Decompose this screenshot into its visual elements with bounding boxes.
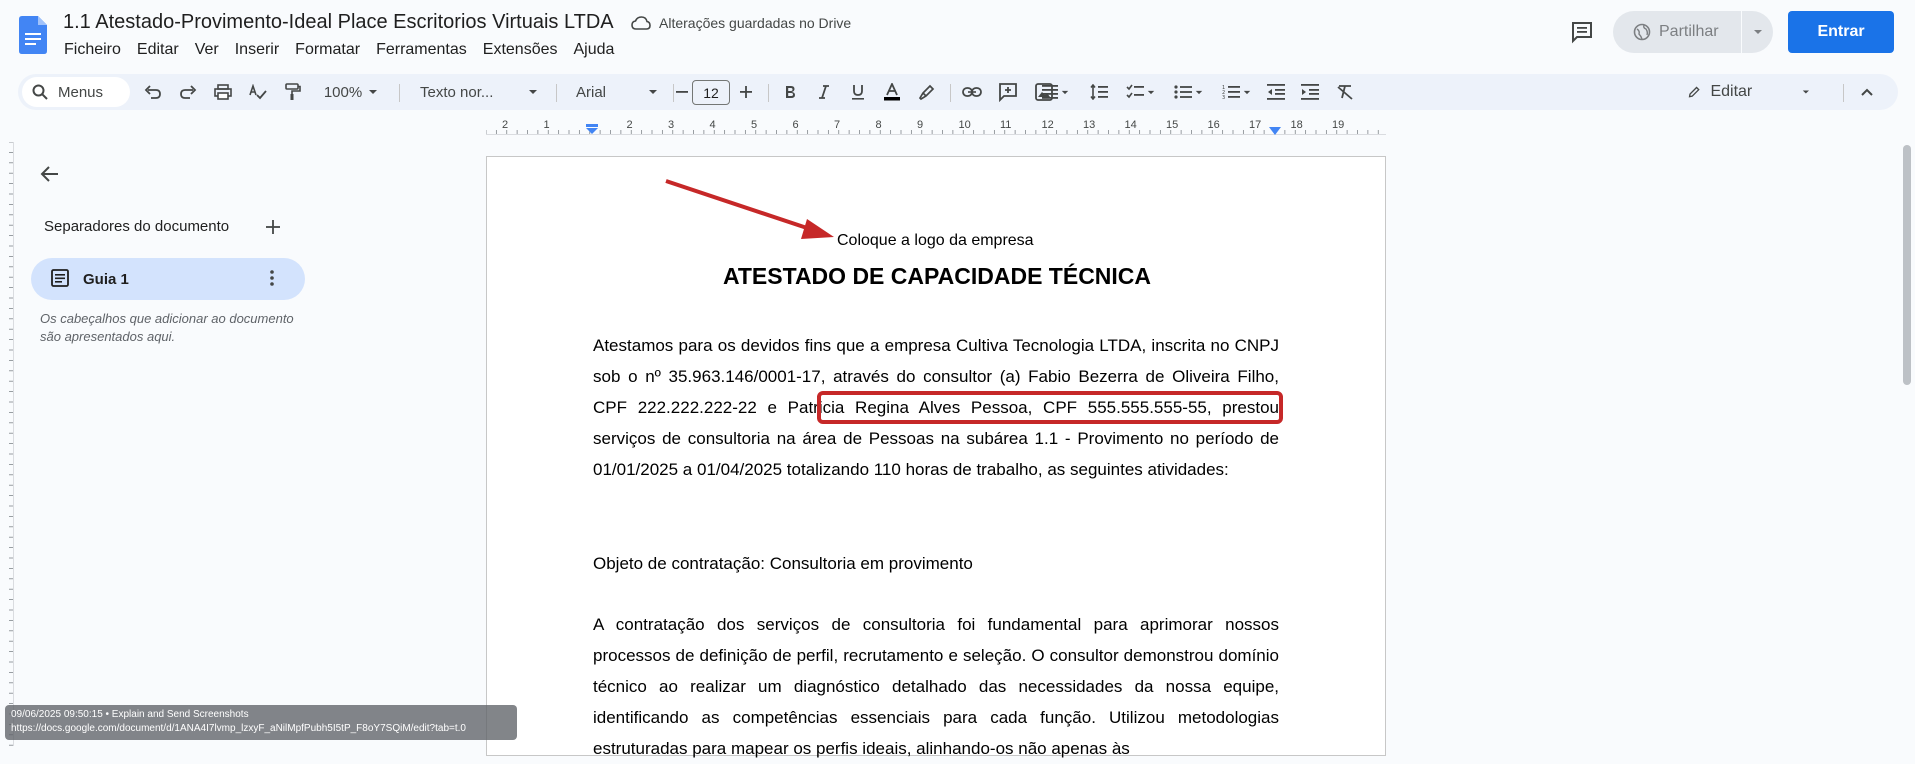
spellcheck-button[interactable] bbox=[245, 74, 271, 110]
bold-button[interactable] bbox=[776, 74, 804, 110]
text-color-button[interactable] bbox=[878, 74, 906, 110]
ruler-label: 7 bbox=[834, 119, 841, 131]
link-icon bbox=[962, 86, 982, 98]
ruler-label: 17 bbox=[1249, 119, 1262, 131]
checklist-select[interactable] bbox=[1120, 74, 1160, 110]
search-menus-button[interactable] bbox=[22, 77, 130, 107]
menu-bar bbox=[56, 39, 622, 61]
numbered-list-select[interactable] bbox=[1216, 74, 1256, 110]
print-icon bbox=[214, 84, 232, 100]
menu-insert[interactable]: Inserir bbox=[234, 41, 280, 58]
undo-icon bbox=[144, 84, 162, 100]
minus-icon bbox=[676, 86, 688, 98]
ruler-label: 4 bbox=[709, 119, 716, 131]
overlay-url: https://docs.google.com/document/d/1ANA4I7lvmp_lzxyF_aNilMpfPubh5I5tP_F8oY7SQiM/edit?tab=t.0 bbox=[11, 723, 466, 734]
highlighter-icon bbox=[917, 83, 935, 101]
add-comment-icon bbox=[998, 82, 1018, 102]
chevron-up-icon bbox=[1861, 88, 1873, 96]
document-tab-icon bbox=[51, 269, 69, 287]
italic-icon bbox=[818, 85, 830, 99]
share-options-arrow[interactable] bbox=[1742, 29, 1773, 35]
clear-formatting-icon bbox=[1336, 84, 1354, 100]
italic-button[interactable] bbox=[810, 74, 838, 110]
ruler-label: 15 bbox=[1166, 119, 1179, 131]
ruler-label: 18 bbox=[1290, 119, 1303, 131]
paragraph-object[interactable]: Objeto de contratação: Consultoria em provimento bbox=[593, 554, 973, 573]
underline-button[interactable] bbox=[844, 74, 872, 110]
paint-format-button[interactable] bbox=[280, 74, 306, 110]
paint-format-icon bbox=[285, 83, 301, 101]
ruler-label: 3 bbox=[668, 119, 675, 131]
plus-icon bbox=[266, 220, 280, 234]
underline-icon bbox=[851, 84, 865, 100]
svg-text:3: 3 bbox=[1221, 95, 1225, 100]
save-status[interactable] bbox=[631, 15, 851, 31]
bulleted-list-icon bbox=[1174, 85, 1192, 99]
caret-down-icon bbox=[1195, 90, 1203, 95]
caret-down-icon bbox=[1061, 90, 1069, 95]
zoom-value: 100% bbox=[323, 83, 363, 101]
top-bar bbox=[0, 0, 1915, 66]
redo-icon bbox=[179, 84, 197, 100]
save-status-label: Alterações guardadas no Drive bbox=[659, 15, 852, 31]
caret-down-icon bbox=[648, 89, 658, 95]
caret-down-icon bbox=[1753, 29, 1763, 35]
add-tab-button[interactable] bbox=[266, 214, 280, 240]
bulleted-list-select[interactable] bbox=[1168, 74, 1208, 110]
toolbar-divider bbox=[1843, 84, 1844, 102]
editing-mode-label: Editar bbox=[1710, 83, 1753, 100]
search-icon bbox=[32, 84, 48, 100]
caret-down-icon bbox=[368, 89, 378, 95]
menu-help[interactable]: Ajuda bbox=[573, 41, 615, 58]
ruler-label: 12 bbox=[1041, 119, 1054, 131]
ruler-label: 11 bbox=[1000, 119, 1012, 131]
clear-formatting-button[interactable] bbox=[1331, 74, 1359, 110]
undo-button[interactable] bbox=[140, 74, 166, 110]
redo-button[interactable] bbox=[175, 74, 201, 110]
style-select[interactable] bbox=[410, 74, 548, 110]
font-size-input[interactable]: 12 bbox=[692, 80, 730, 105]
comments-button[interactable] bbox=[1567, 17, 1597, 47]
increase-indent-button[interactable] bbox=[1296, 74, 1324, 110]
formatting-toolbar bbox=[18, 74, 1898, 110]
globe-icon bbox=[1633, 23, 1651, 41]
text-color-icon bbox=[883, 83, 901, 101]
ruler-label: 5 bbox=[751, 119, 758, 131]
line-spacing-icon bbox=[1090, 84, 1108, 100]
overlay-timestamp: 09/06/2025 09:50:15 • Explain and Send Screenshots bbox=[11, 709, 249, 720]
align-justify-icon bbox=[1042, 85, 1058, 99]
caret-down-icon bbox=[1243, 90, 1251, 95]
zoom-select[interactable] bbox=[316, 74, 386, 110]
logo-placeholder-note[interactable]: Coloque a logo da empresa bbox=[837, 232, 1034, 249]
screenshot-info-overlay bbox=[5, 705, 517, 740]
more-vertical-icon[interactable] bbox=[269, 268, 275, 288]
ruler-label: 13 bbox=[1083, 119, 1096, 131]
ruler-label: 6 bbox=[792, 119, 799, 131]
pencil-icon bbox=[1688, 84, 1700, 100]
add-comment-button[interactable] bbox=[994, 74, 1022, 110]
checklist-icon bbox=[1126, 84, 1144, 100]
search-menus-label: Menus bbox=[58, 83, 104, 101]
spellcheck-icon bbox=[249, 84, 267, 100]
numbered-list-icon bbox=[1222, 84, 1240, 100]
menu-tools[interactable]: Ferramentas bbox=[376, 41, 467, 58]
toolbar-divider bbox=[399, 84, 400, 102]
paragraph-description[interactable]: A contratação dos serviços de consultoria foi fundamental para aprimorar nossos processos de definição de perfil, recrutamento e seleção. O consultor demonstrou domínio técnico ao realizar um diagnóstico detalhado das necessidades da nossa equipe, identificando as competências essenciais para cada função. Utilizou metodologias estruturadas para mapear os perfis ideais, alinhando-os não apenas às bbox=[593, 615, 1279, 758]
bold-icon bbox=[784, 85, 796, 99]
ruler-label: 1 bbox=[543, 119, 550, 131]
annotation-highlight-box bbox=[817, 391, 1283, 424]
comment-icon bbox=[1570, 20, 1594, 44]
ruler-label: 9 bbox=[917, 119, 924, 131]
back-arrow-icon[interactable] bbox=[38, 162, 62, 186]
left-indent-marker-icon[interactable] bbox=[585, 124, 599, 134]
horizontal-ruler[interactable] bbox=[486, 116, 1386, 138]
menu-edit[interactable]: Editar bbox=[136, 41, 179, 58]
document-page[interactable] bbox=[486, 156, 1386, 756]
font-value: Arial bbox=[576, 83, 607, 101]
line-spacing-button[interactable] bbox=[1085, 74, 1113, 110]
ruler-label: 8 bbox=[875, 119, 882, 131]
docs-logo-icon[interactable] bbox=[19, 16, 47, 54]
collapse-menus-button[interactable] bbox=[1852, 74, 1882, 110]
svg-text:2: 2 bbox=[1221, 90, 1225, 96]
right-indent-marker-icon[interactable] bbox=[1268, 127, 1282, 135]
tabs-empty-hint: Os cabeçalhos que adicionar ao documento são apresentados aqui. bbox=[40, 311, 294, 344]
print-button[interactable] bbox=[210, 74, 236, 110]
document-tabs-sidebar bbox=[0, 142, 320, 746]
align-select[interactable] bbox=[1036, 74, 1074, 110]
ruler-label: 2 bbox=[502, 119, 509, 131]
decrease-font-size-button[interactable] bbox=[672, 74, 692, 110]
svg-text:1: 1 bbox=[1221, 85, 1225, 91]
increase-font-size-button[interactable] bbox=[734, 74, 758, 110]
increase-indent-icon bbox=[1301, 84, 1319, 100]
share-button[interactable] bbox=[1613, 11, 1773, 53]
document-heading[interactable]: ATESTADO DE CAPACIDADE TÉCNICA bbox=[722, 263, 1152, 289]
insert-link-button[interactable] bbox=[958, 74, 986, 110]
caret-down-icon bbox=[1802, 89, 1810, 95]
toolbar-divider bbox=[950, 84, 951, 102]
decrease-indent-button[interactable] bbox=[1262, 74, 1290, 110]
tab-guia-1[interactable] bbox=[31, 258, 305, 300]
caret-down-icon bbox=[528, 89, 538, 95]
login-button[interactable]: Entrar bbox=[1788, 11, 1894, 53]
tabs-heading: Separadores do documento bbox=[44, 218, 230, 235]
paragraph-attestation[interactable]: Atestamos para os devidos fins que a empresa Cultiva Tecnologia LTDA, inscrita no CNPJ sob o nº 35.963.146/0001-17, através do consultor (a) Fabio Bezerra de Oliveira Filho, CPF 222.222.222-22 e Patricia Regina Alves Pessoa, CPF 555.555.555-55, prestou serviços de consultoria na área de Pessoas na subárea 1.1 - Provimento no período de 01/01/2025 a 01/04/2025 totalizando 110 horas de trabalho, as seguintes atividades: bbox=[593, 336, 1279, 479]
annotation-arrow-icon bbox=[662, 177, 842, 247]
ruler-label: 16 bbox=[1207, 119, 1220, 131]
ruler-label: 2 bbox=[626, 119, 633, 131]
decrease-indent-icon bbox=[1267, 84, 1285, 100]
editing-mode-select[interactable] bbox=[1666, 74, 1810, 110]
ruler-label: 10 bbox=[958, 119, 971, 131]
style-value: Texto nor... bbox=[420, 83, 494, 101]
caret-down-icon bbox=[1147, 90, 1155, 95]
ruler-label: 14 bbox=[1124, 119, 1137, 131]
highlight-color-button[interactable] bbox=[912, 74, 940, 110]
toolbar-divider bbox=[556, 84, 557, 102]
cloud-done-icon bbox=[631, 15, 651, 31]
toolbar-divider bbox=[768, 84, 769, 102]
ruler-label: 19 bbox=[1332, 119, 1345, 131]
menu-view[interactable]: Ver bbox=[194, 41, 219, 58]
plus-icon bbox=[740, 86, 752, 98]
document-title[interactable]: 1.1 Atestado-Provimento-Ideal Place Escritorios Virtuais LTDA bbox=[63, 11, 614, 33]
menu-format[interactable]: Formatar bbox=[295, 41, 361, 58]
scrollbar-thumb[interactable] bbox=[1903, 145, 1911, 385]
tab-label: Guia 1 bbox=[83, 270, 129, 288]
menu-file[interactable]: Ficheiro bbox=[64, 41, 121, 58]
menu-extensions[interactable]: Extensões bbox=[482, 41, 558, 58]
share-main[interactable] bbox=[1613, 11, 1741, 53]
font-select[interactable] bbox=[566, 74, 668, 110]
share-label: Partilhar bbox=[1659, 23, 1719, 40]
